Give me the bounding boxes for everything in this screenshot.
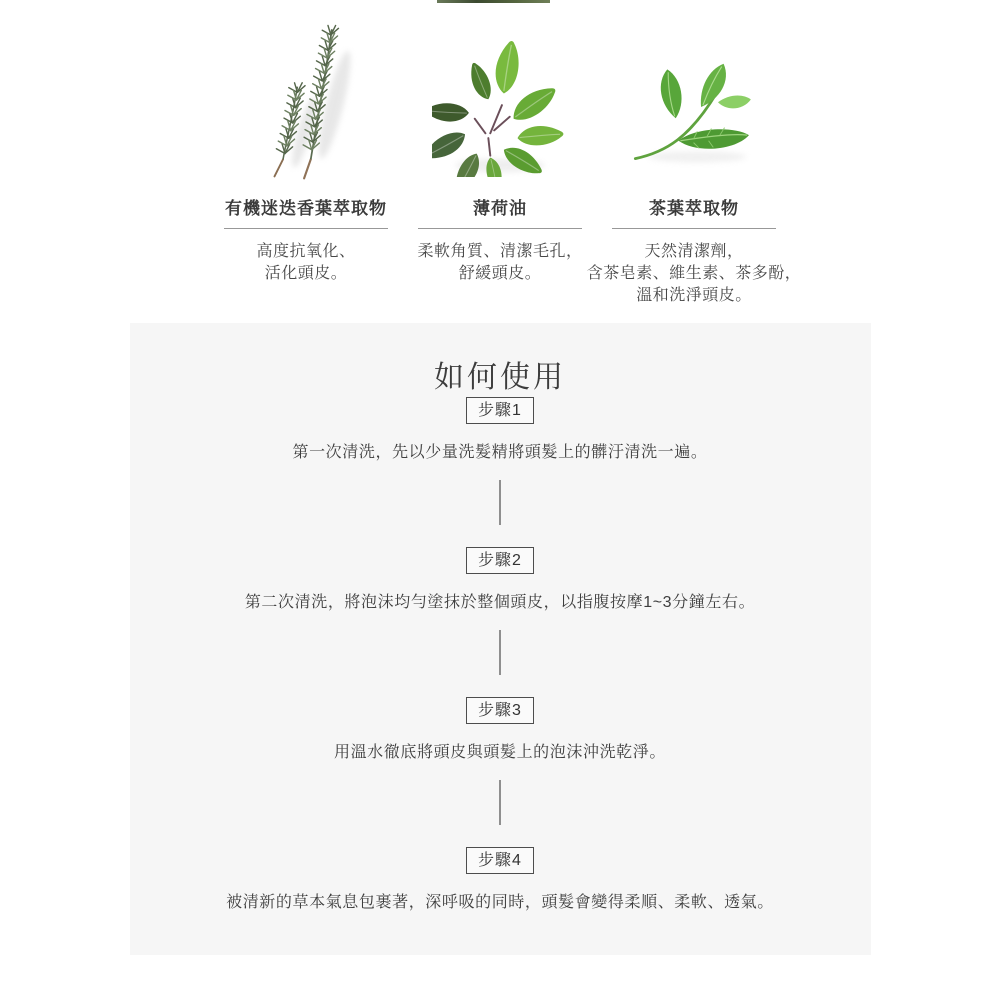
- how-to-use-panel: [130, 323, 871, 955]
- step-4-text: 被清新的草本氣息包裹著，深呼吸的同時，頭髮會變得柔順、柔軟、透氣。: [226, 894, 774, 911]
- description-line: 舒緩頭皮。: [458, 265, 542, 282]
- tea-leaf-sprig-illustration: [624, 60, 765, 168]
- heading-underline: [224, 228, 388, 229]
- step-2-text: 第二次清洗，將泡沫均勻塗抹於整個頭皮，以指腹按摩1~3分鐘左右。: [244, 594, 756, 611]
- step-2: [245, 547, 755, 611]
- step-1-text: 第一次清洗，先以少量洗髮精將頭髮上的髒汙清洗一遍。: [292, 444, 708, 461]
- ingredient-rosemary: [224, 0, 388, 307]
- rosemary-sprigs-illustration: [254, 14, 358, 186]
- step-1: [292, 397, 707, 461]
- description-line: 溫和洗淨頭皮。: [636, 287, 752, 304]
- ingredient-mint: [418, 0, 582, 307]
- rosemary-image: [254, 0, 358, 186]
- step-connector-line: [499, 780, 501, 825]
- step-4: [226, 847, 774, 911]
- tea-leaf-image: [624, 0, 765, 186]
- mint-leaves-illustration: [432, 41, 568, 177]
- description-line: 高度抗氧化、: [256, 243, 356, 260]
- heading-underline: [612, 228, 776, 229]
- description-line: 天然清潔劑，: [644, 243, 744, 260]
- step-3-badge: 步驟3: [466, 697, 534, 724]
- ingredient-name: 茶葉萃取物: [649, 199, 739, 218]
- step-3-text: 用溫水徹底將頭皮與頭髮上的泡沫沖洗乾淨。: [333, 744, 666, 761]
- step-2-badge: 步驟2: [466, 547, 534, 574]
- cropped-image-edge: [437, 0, 550, 3]
- mint-image: [432, 0, 568, 186]
- ingredient-description: [587, 241, 802, 307]
- ingredient-description: [256, 241, 355, 285]
- step-connector-line: [499, 630, 501, 675]
- step-connector-line: [499, 480, 501, 525]
- step-1-badge: 步驟1: [466, 397, 534, 424]
- ingredient-name: 薄荷油: [473, 199, 527, 218]
- description-line: 活化頭皮。: [264, 265, 348, 282]
- step-3: [334, 697, 666, 761]
- description-line: 柔軟角質、清潔毛孔，: [417, 243, 583, 260]
- ingredient-name: 有機迷迭香葉萃取物: [225, 199, 387, 218]
- ingredients-section: [0, 0, 1000, 307]
- description-line: 含茶皂素、維生素、茶多酚，: [586, 265, 802, 282]
- ingredient-tea: [586, 0, 802, 307]
- heading-underline: [418, 228, 582, 229]
- how-to-use-title: 如何使用: [434, 361, 566, 394]
- step-4-badge: 步驟4: [466, 847, 534, 874]
- ingredient-description: [418, 241, 583, 285]
